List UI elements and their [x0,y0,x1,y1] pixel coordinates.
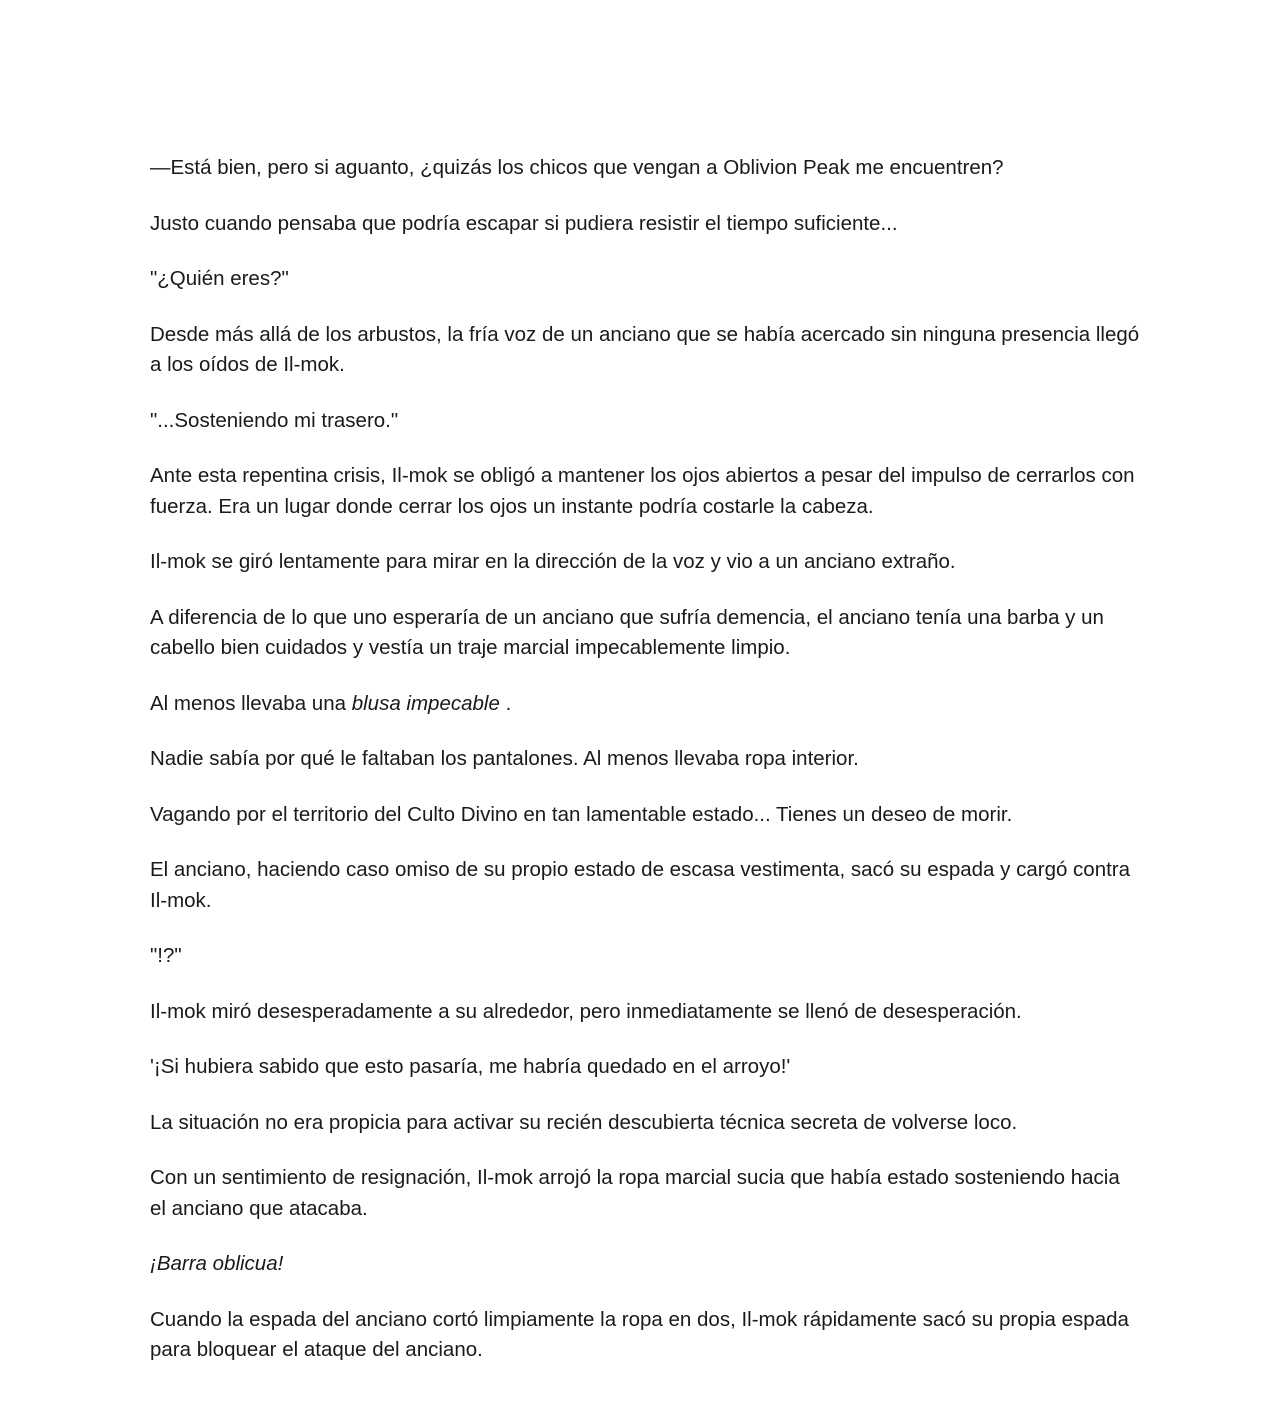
paragraph-text: . [499,691,512,715]
paragraph-text: '¡Si hubiera sabido que esto pasaría, me habría quedado en el arroyo!' [150,1055,791,1078]
paragraph-10 [150,744,1140,775]
paragraph-text: Il-mok se giró lentamente para mirar en la dirección de la voz y vio a un anciano extraño. [150,550,956,573]
paragraph-emphasis: blusa impecable [351,691,500,715]
paragraph-3 [150,264,1140,295]
paragraph-16 [150,1108,1140,1139]
paragraph-2 [150,209,1140,240]
paragraph-9 [150,689,1140,720]
paragraph-12 [150,855,1140,916]
paragraph-text: "¿Quién eres?" [150,267,289,290]
paragraph-8 [150,603,1140,664]
paragraph-text: La situación no era propicia para activar su recién descubierta técnica secreta de volverse loco. [150,1110,1018,1134]
paragraph-13 [150,941,1140,972]
paragraph-1 [150,153,1140,184]
paragraph-text: "!?" [150,944,182,967]
paragraph-6 [150,461,1140,522]
paragraph-text: Ante esta repentina crisis, Il-mok se obligó a mantener los ojos abiertos a pesar del impulso de cerrarlos con fuerza. Era un lugar donde cerrar los ojos un instante podría costarle la cabeza. [150,464,1135,518]
paragraph-7 [150,547,1140,578]
paragraph-text: Al menos llevaba una [150,691,352,715]
paragraph-text: —Está bien, pero si aguanto, ¿quizás los chicos que vengan a Oblivion Peak me encuentren? [150,156,1004,179]
paragraph-text: Il-mok miró desesperadamente a su alrededor, pero inmediatamente se llenó de desesperación. [150,999,1022,1023]
paragraph-17 [150,1163,1140,1224]
paragraph-14 [150,997,1140,1028]
paragraph-15 [150,1052,1140,1083]
paragraph-text: Nadie sabía por qué le faltaban los pantalones. Al menos llevaba ropa interior. [150,747,859,770]
paragraph-5 [150,406,1140,437]
paragraph-text: Vagando por el territorio del Culto Divino en tan lamentable estado... Tienes un deseo de morir. [150,802,1013,826]
paragraph-text: "...Sosteniendo mi trasero." [150,408,399,432]
paragraph-text: Desde más allá de los arbustos, la fría voz de un anciano que se había acercado sin ninguna presencia llegó a los oídos de Il-mok. [150,322,1140,376]
paragraph-19 [150,1305,1140,1366]
paragraph-text: Justo cuando pensaba que podría escapar si pudiera resistir el tiempo suficiente... [150,211,898,235]
paragraph-11 [150,800,1140,831]
paragraph-text: El anciano, haciendo caso omiso de su propio estado de escasa vestimenta, sacó su espada y cargó contra Il-mok. [150,858,1131,912]
paragraph-18 [150,1249,1140,1280]
document-page [150,153,1140,1391]
paragraph-4 [150,320,1140,381]
paragraph-emphasis: ¡Barra oblicua! [150,1252,284,1275]
paragraph-text: Con un sentimiento de resignación, Il-mok arrojó la ropa marcial sucia que había estado sosteniendo hacia el anciano que atacaba. [150,1166,1120,1220]
paragraph-text: A diferencia de lo que uno esperaría de un anciano que sufría demencia, el anciano tenía una barba y un cabello bien cuidados y vestía un traje marcial impecablemente limpio. [150,605,1104,659]
paragraph-text: Cuando la espada del anciano cortó limpiamente la ropa en dos, Il-mok rápidamente sacó su propia espada para bloquear el ataque del anciano. [150,1307,1129,1361]
